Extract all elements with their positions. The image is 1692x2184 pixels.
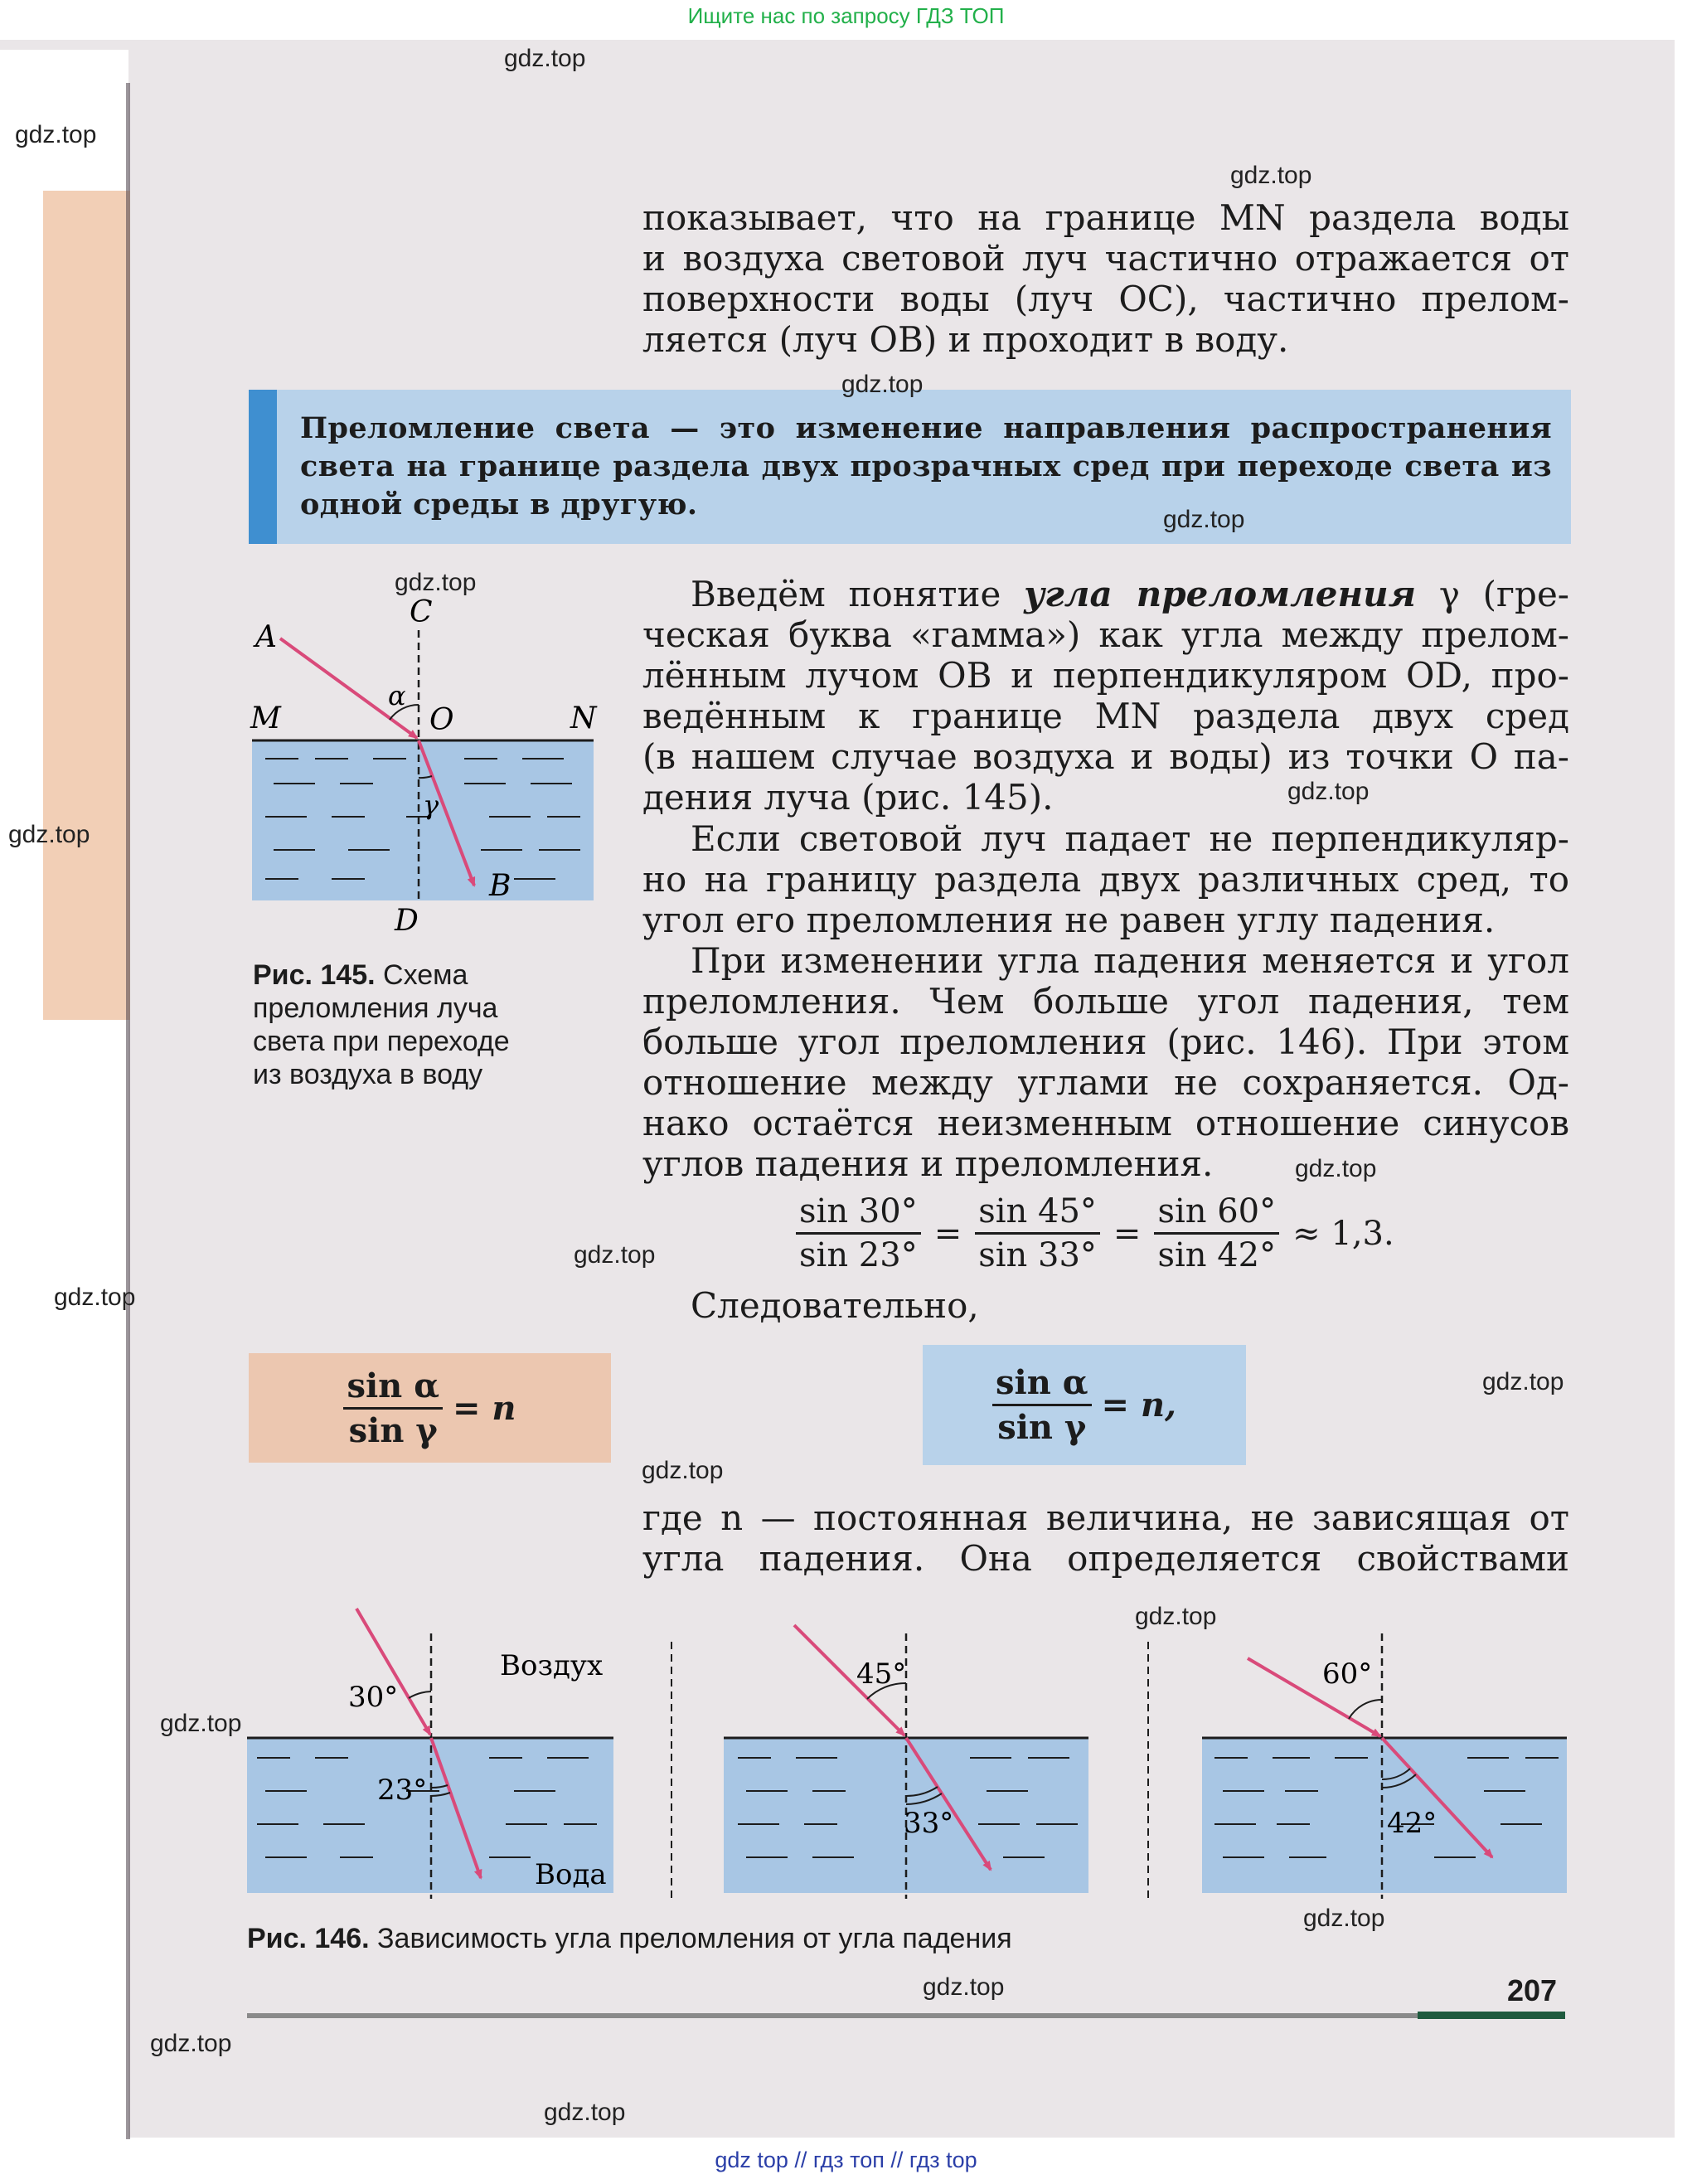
formula-box-peach: [249, 1353, 611, 1463]
formula-fraction: $\frac{\text{sin α}}{\text{sin γ}}$: [992, 1363, 1092, 1447]
binding-edge: [126, 83, 130, 2139]
watermark: gdz.top: [923, 1973, 1005, 2001]
text-line: (в нашем случае воздуха и воды) из точки O па-: [642, 736, 1569, 777]
footer-rule-accent: [1418, 2012, 1565, 2019]
text-line: дения луча (рис. 145).: [642, 777, 1054, 818]
label-gamma: γ: [423, 789, 439, 821]
watermark: gdz.top: [54, 1284, 136, 1311]
text-line: нако остаётся неизменным отношение синусов: [642, 1103, 1569, 1143]
ratio-fraction: $\frac{\sin 60^\circ}{\sin 42^\circ}$: [1154, 1192, 1279, 1274]
text-line: ческая буква «гамма») как угла между прелом-: [642, 614, 1569, 655]
label-b: B: [489, 869, 511, 903]
text-line: лённым лучом OB и перпендикуляром OD, про-: [642, 655, 1569, 696]
caption-text: Зависимость угла преломления от угла падения: [377, 1923, 1012, 1954]
incidence-angle: 30°: [348, 1681, 399, 1714]
figure-145: [240, 580, 622, 945]
panel-30deg: [247, 1609, 613, 1899]
watermark: gdz.top: [544, 2099, 626, 2126]
formula-rhs: = n: [452, 1388, 516, 1428]
refraction-angle-paragraph: [642, 574, 1569, 818]
approx-value: ≈ 1,3.: [1292, 1214, 1394, 1253]
watermark: gdz.top: [642, 1457, 724, 1484]
caption-number: Рис. 145.: [253, 959, 376, 991]
figure-145-caption: [253, 959, 584, 1091]
equals-sign: =: [1113, 1214, 1142, 1253]
page-number: 207: [1507, 1973, 1558, 2007]
text-line: угла падения. Она определяется свойствами: [642, 1538, 1569, 1579]
text-line: больше угол преломления (рис. 146). При этом: [642, 1022, 1569, 1062]
panel-60deg: [1202, 1633, 1567, 1899]
text-line: ведённым к границе MN раздела двух сред: [642, 696, 1569, 736]
label-alpha: α: [388, 680, 406, 711]
text-line: Если световой луч падает не перпендикуляр-: [691, 818, 1569, 859]
definition-accent-bar: [249, 390, 277, 544]
formula-rhs: = n,: [1101, 1386, 1176, 1424]
text-line: где n — постоянная величина, не зависящая от: [642, 1497, 1569, 1538]
watermark: gdz.top: [1135, 1603, 1217, 1630]
caption-text: света при переходе: [253, 1026, 510, 1057]
ratio-fraction: $\frac{\sin 45^\circ}{\sin 33^\circ}$: [975, 1192, 1100, 1274]
caption-text: преломления луча: [253, 993, 498, 1024]
watermark: gdz.top: [841, 371, 924, 398]
figure-146: [240, 1592, 1575, 1907]
ratio-fraction: $\frac{\sin 30^\circ}{\sin 23^\circ}$: [796, 1192, 921, 1274]
text-line: и воздуха световой луч частично отражается от: [642, 238, 1569, 279]
watermark: gdz.top: [1303, 1905, 1385, 1932]
text-line: но на границу раздела двух различных сред, то: [642, 859, 1569, 900]
caption-text: из воздуха в воду: [253, 1059, 483, 1090]
formula-fraction: $\frac{\text{sin α}}{\text{sin γ}}$: [343, 1366, 443, 1450]
label-c: C: [410, 595, 433, 629]
consequently-text: Следовательно,: [691, 1285, 979, 1326]
label-n: N: [570, 701, 597, 735]
incidence-angle: 60°: [1322, 1657, 1373, 1691]
incidence-angle: 45°: [856, 1657, 907, 1691]
bottom-banner: gdz top // гдз топ // гдз top: [715, 2148, 977, 2172]
refraction-angle: 33°: [904, 1807, 954, 1840]
text-line: При изменении угла падения меняется и угол: [691, 940, 1569, 981]
text-line: ляется (луч OB) и проходит в воду.: [642, 319, 1289, 360]
text-line: Введём понятие угла преломления γ (гре-: [691, 574, 1569, 614]
definition-line: одной среды в другую.: [300, 488, 698, 522]
intro-paragraph: [642, 197, 1569, 360]
refraction-angle: 42°: [1387, 1807, 1437, 1840]
watermark: gdz.top: [8, 821, 90, 848]
text-line: показывает, что на границе MN раздела воды: [642, 197, 1569, 238]
watermark: gdz.top: [150, 2030, 232, 2057]
caption-text: Схема: [383, 959, 468, 991]
top-banner: Ищите нас по запросу ГДЗ ТОП: [687, 3, 1005, 28]
definition-line: света на границе раздела двух прозрачных сред при переходе света из: [300, 449, 1552, 483]
water-region: [1202, 1737, 1567, 1893]
incident-ray: [356, 1609, 430, 1735]
watermark: gdz.top: [574, 1241, 656, 1269]
watermark: gdz.top: [504, 45, 586, 72]
watermark: gdz.top: [15, 121, 97, 148]
watermark: gdz.top: [160, 1710, 242, 1737]
label-d: D: [395, 904, 419, 938]
label-o: O: [429, 703, 454, 737]
refraction-angle: 23°: [377, 1774, 428, 1807]
definition-text: [300, 410, 1552, 524]
watermark: gdz.top: [1482, 1368, 1564, 1395]
term-refraction-angle: угла преломления: [1024, 574, 1417, 614]
constant-paragraph: [642, 1497, 1569, 1579]
panel-45deg: [724, 1625, 1088, 1899]
watermark: gdz.top: [1163, 506, 1245, 533]
footer-rule: [247, 2013, 1565, 2018]
label-m: M: [250, 701, 281, 735]
text-line: поверхности воды (луч OC), частично прелом-: [642, 279, 1569, 319]
text-line: преломления. Чем больше угол падения, тем: [642, 981, 1569, 1022]
air-label: Воздух: [500, 1649, 604, 1682]
watermark: gdz.top: [1287, 778, 1370, 805]
equals-sign: =: [933, 1214, 962, 1253]
watermark: gdz.top: [1230, 162, 1312, 189]
watermark: gdz.top: [395, 569, 477, 596]
caption-number: Рис. 146.: [247, 1923, 370, 1954]
text-line: угол его преломления не равен углу падения.: [642, 900, 1496, 940]
text-line: углов падения и преломления.: [642, 1143, 1214, 1184]
watermark: gdz.top: [1295, 1155, 1377, 1182]
formula-box-blue: [923, 1345, 1246, 1465]
definition-line: Преломление света — это изменение направления распространения: [300, 411, 1552, 445]
oblique-incidence-paragraph: [642, 818, 1569, 940]
sine-ratio-paragraph: [642, 940, 1569, 1184]
margin-color-strip: [43, 191, 130, 1020]
text-line: отношение между углами не сохраняется. Од-: [642, 1062, 1569, 1103]
water-label: Вода: [535, 1858, 607, 1891]
sine-ratio-formula: [796, 1192, 1394, 1274]
label-a: A: [255, 620, 277, 654]
